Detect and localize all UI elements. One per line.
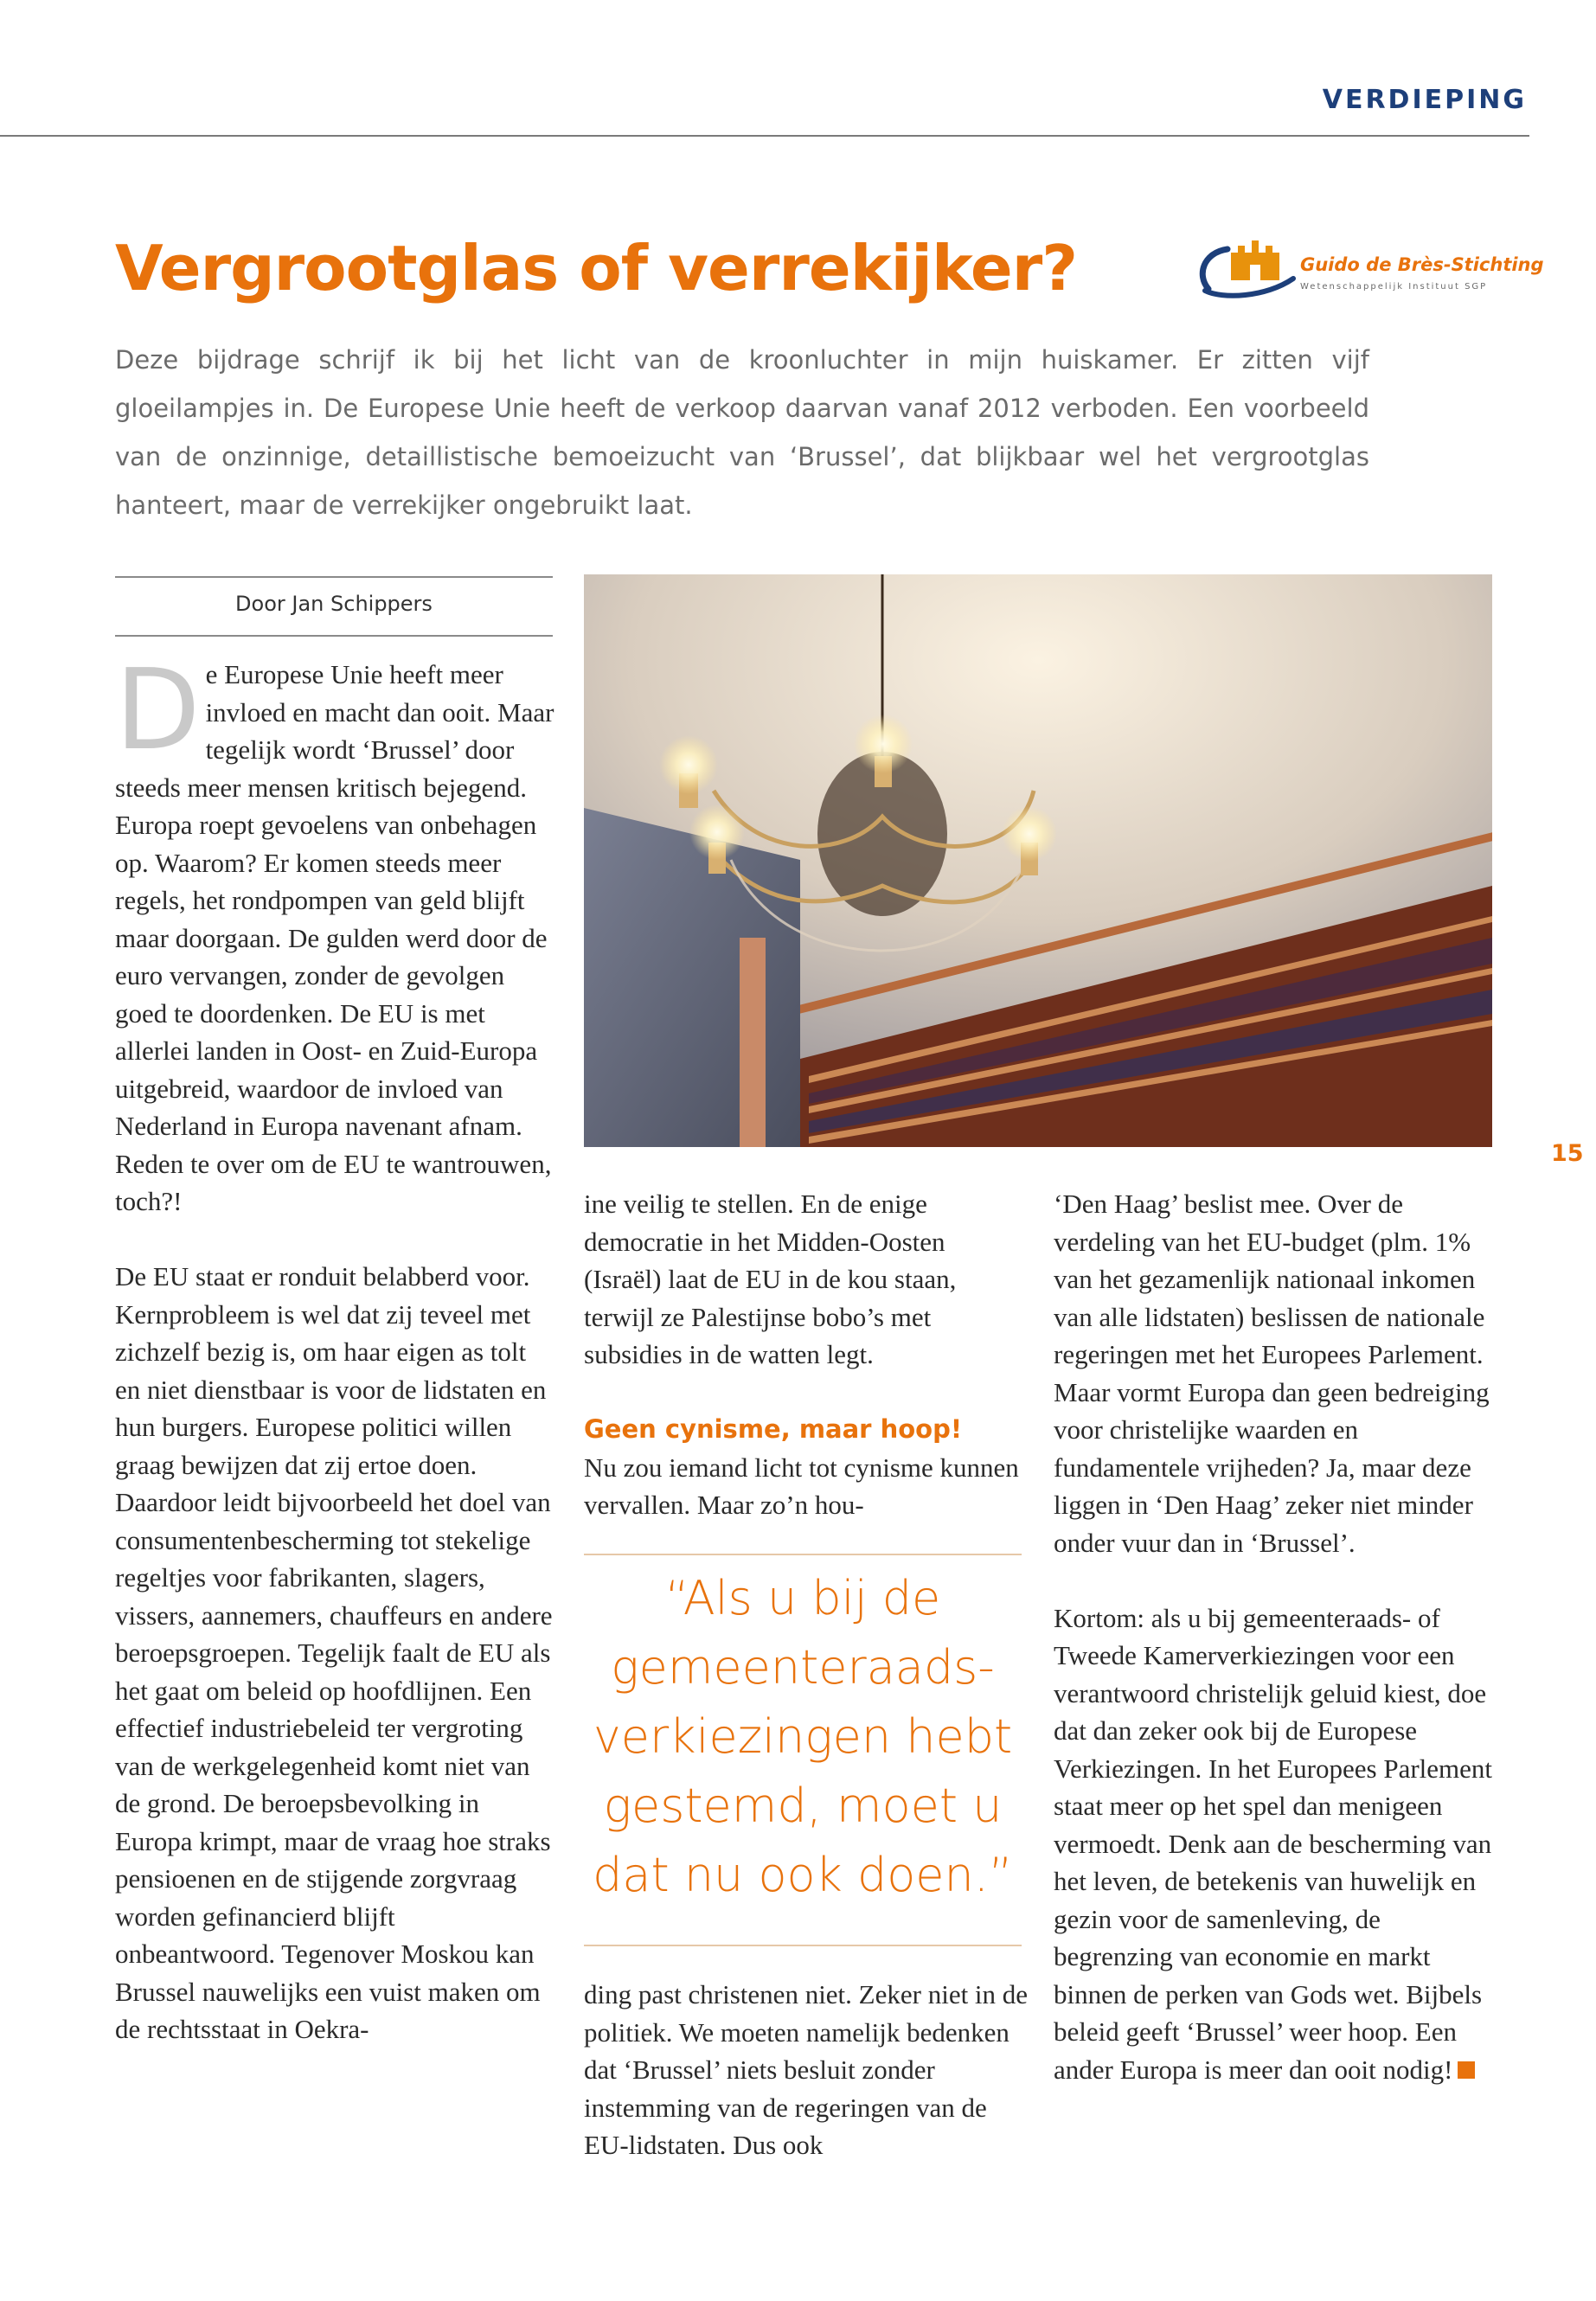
article-intro: Deze bijdrage schrijf ik bij het licht van de kroonluchter in mijn huiskamer. Er zitten vijf gloeilampjes in. De Europese Unie heeft de verkoop daarvan vanaf 2012 verboden. Een voorbeeld van de onzinnige, detaillistische bemoeizucht van ‘Brussel’, dat blijkbaar wel het vergrootglas hanteert, maar de verrekijker ongebruikt laat. xyxy=(115,345,1369,520)
paragraph-7: Kortom: als u bij gemeenteraads- of Tweede Kamerverkiezingen voor een verantwoord christelijk geluid kiest, doe dat dan zeker ook bij de Europese Verkiezingen. In het Europees Parlement staat meer op het spel dan menigeen vermoedt. Denk aan de bescherming van het leven, de betekenis van huwelijk en gezin voor de samenleving, de begrenzing van economie en markt binnen de perken van Gods wet. Bijbels beleid geeft ‘Brussel’ weer hoop. Een ander Europa is meer dan ooit nodig! xyxy=(1054,1602,1493,2085)
paragraph-4: Nu zou iemand licht tot cynisme kunnen vervallen. Maar zo’n hou- xyxy=(584,1452,1019,1520)
foundation-logo xyxy=(1196,227,1544,304)
byline-box xyxy=(115,576,553,637)
column-2-top xyxy=(584,1185,1029,1524)
section-heading: Geen cynisme, maar hoop! xyxy=(584,1414,963,1444)
article-title: Vergrootglas of verrekijker? xyxy=(115,232,1078,304)
section-label: VERDIEPING xyxy=(1322,85,1527,115)
column-1 xyxy=(115,646,558,2048)
pullquote-rule-top xyxy=(584,1554,1022,1555)
header-rule xyxy=(0,135,1529,137)
paragraph-5: ding past christenen niet. Zeker niet in de politiek. We moeten namelijk bedenken dat ‘Brussel’ niets besluit zonder instemming van de regeringen van de EU-lidstaten. Dus ook xyxy=(584,1979,1029,2160)
logo-subtitle: Wetenschappelijk Instituut SGP xyxy=(1300,282,1488,292)
column-2-bottom xyxy=(584,1976,1029,2164)
pullquote: “Als u bij de gemeenteraads-verkiezingen hebt gestemd, moet u dat nu ook doen.” xyxy=(593,1571,1013,1902)
chandelier-photo xyxy=(584,574,1492,1147)
page-number: 15 xyxy=(1551,1140,1584,1167)
paragraph-2: De EU staat er ronduit belabberd voor. Kernprobleem is wel dat zij teveel met zichzelf bezig is, om haar eigen as tolt en niet dienstbaar is voor de lidstaten en hun burgers. Europese politici willen graag bewijzen dat zij ertoe doen. Daardoor leidt bijvoorbeeld het doel van consumentenbescherming tot stekelige regeltjes voor fabrikanten, slagers, vissers, aannemers, chauffeurs en andere beroepsgroepen. Tegelijk faalt de EU als het gaat om beleid op hoofdlijnen. Een effectief industriebeleid ter vergroting van de werkgelegenheid komt niet van de grond. De beroepsbevolking in Europa krimpt, maar de vraag hoe straks pensioenen en de stijgende zorgvraag worden gefinancierd blijft onbeantwoord. Tegenover Moskou kan Brussel nauwelijks een vuist maken om de rechtsstaat in Oekra- xyxy=(115,1261,553,2044)
drop-cap: D xyxy=(115,646,201,775)
paragraph-6: ‘Den Haag’ beslist mee. Over de verdeling van het EU-budget (plm. 1% van het gezamenlijk nationaal inkomen van alle lidstaten) beslissen de nationale regeringen met het Europees Parlement. Maar vormt Europa dan geen bedreiging voor christelijke waarden en fundamentele vrijheden? Ja, maar deze liggen in ‘Den Haag’ zeker niet minder onder vuur dan in ‘Brussel’. xyxy=(1054,1189,1490,1558)
end-square-icon xyxy=(1458,2061,1475,2079)
castle-logo-icon xyxy=(1196,227,1298,304)
paragraph-7-wrap xyxy=(1054,1599,1495,2089)
byline: Door Jan Schippers xyxy=(235,592,433,616)
paragraph-3: ine veilig te stellen. En de enige democratie in het Midden-Oosten (Israël) laat de EU in de kou staan, terwijl ze Palestijnse bobo’s met subsidies in de watten legt. xyxy=(584,1189,957,1369)
column-3 xyxy=(1054,1185,1495,2088)
paragraph-1: e Europese Unie heeft meer invloed en macht dan ooit. Maar tegelijk wordt ‘Brussel’ door steeds meer mensen kritisch bejegend. Europa roept gevoelens van onbehagen op. Waarom? Er komen steeds meer regels, het rondpompen van geld blijft maar doorgaan. De gulden werd door de euro vervangen, zonder de gevolgen goed te doordenken. De EU is met allerlei landen in Oost- en Zuid-Europa uitgebreid, waardoor de invloed van Nederland in Europa navenant afnam. Reden te over om de EU te wantrouwen, toch?! xyxy=(115,659,554,1216)
logo-name: Guido de Brès-Stichting xyxy=(1300,254,1544,275)
pullquote-rule-bottom xyxy=(584,1945,1022,1946)
